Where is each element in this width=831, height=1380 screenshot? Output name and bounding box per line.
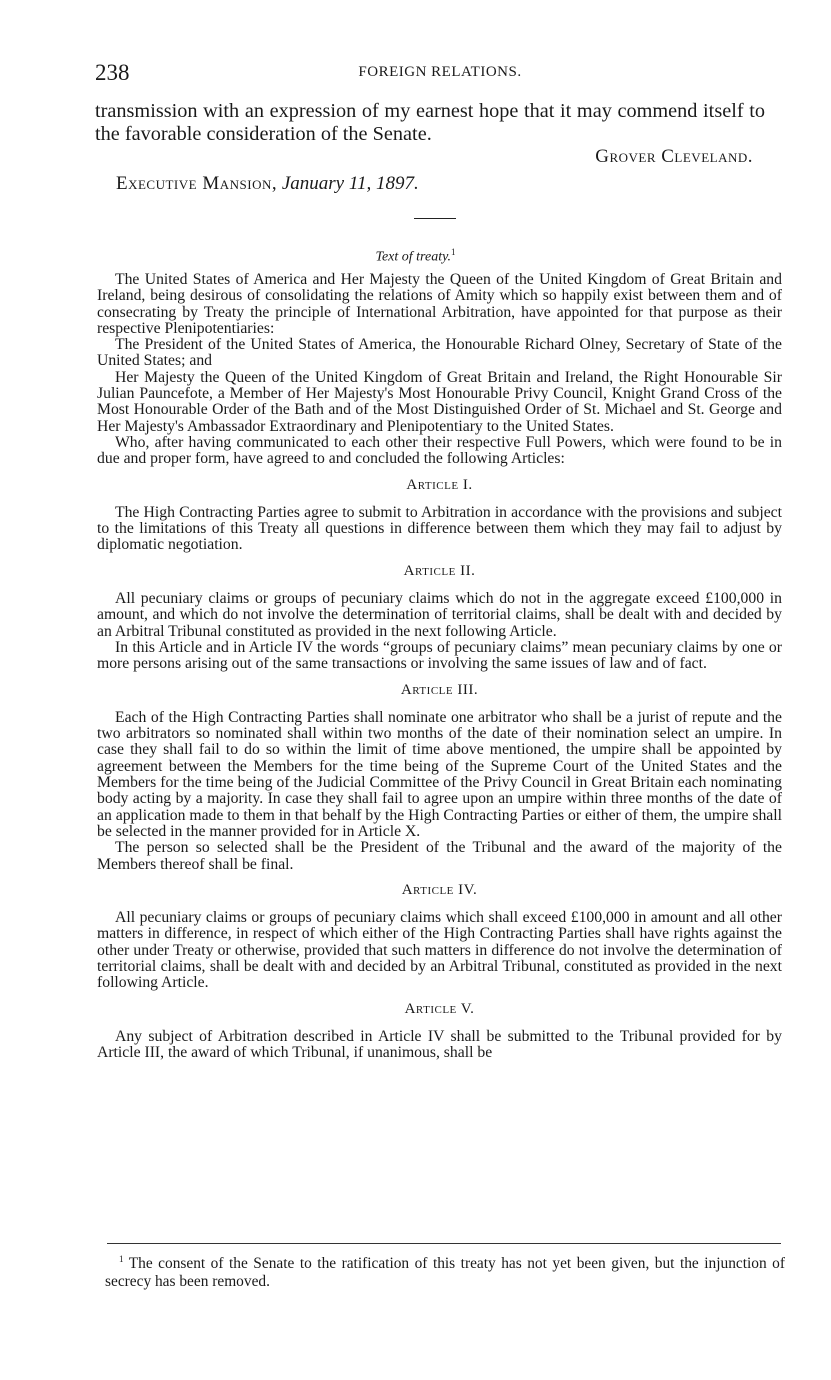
article-title: Article IV. <box>401 881 478 898</box>
signature: Grover Cleveland. <box>595 146 753 167</box>
preamble-paragraph: Who, after having communicated to each other their respective Full Powers, which were found to be in due and proper form, have agreed to and concluded the following Articles: <box>97 433 782 468</box>
treaty-heading <box>0 247 831 266</box>
section-divider <box>414 218 456 219</box>
article-paragraph: In this Article and in Article IV the words “groups of pecuniary claims” mean pecuniary claims by one or more persons arising out of the same transactions or involving the same issues of law and of fact. <box>97 638 782 673</box>
dateline-place: Executive Mansion, <box>116 173 278 194</box>
article-title: Article V. <box>404 1000 475 1017</box>
article-paragraph: All pecuniary claims or groups of pecuniary claims which do not in the aggregate exceed £100,000 in amount, and which do not involve the determination of territorial claims, shall be dealt with and decided by an Arbitral Tribunal constituted as provided in the next following Article. <box>97 590 782 640</box>
treaty-body <box>97 272 782 1061</box>
article-title: Article III. <box>400 681 479 698</box>
dateline <box>116 173 419 195</box>
intro-text <box>95 100 765 146</box>
article-paragraph: Any subject of Arbitration described in Article IV shall be submitted to the Tribunal provided for by Article III, the award of which Tribunal, if unanimous, shall be <box>97 1027 782 1062</box>
article-title: Article II. <box>403 562 476 579</box>
treaty-heading-text: Text of treaty. <box>375 249 452 265</box>
footnote-divider <box>107 1243 781 1244</box>
article-title: Article I. <box>406 476 473 493</box>
article-paragraph: The person so selected shall be the President of the Tribunal and the award of the majority of the Members thereof shall be final. <box>97 839 782 873</box>
footnote-reference: 1 <box>451 247 456 257</box>
dateline-date: January 11, 1897. <box>281 173 419 194</box>
page-number: 238 <box>95 60 130 85</box>
footnote <box>105 1250 785 1291</box>
intro-paragraph: transmission with an expression of my earnest hope that it may commend itself to the favorable consideration of the Senate. <box>95 100 765 145</box>
preamble-paragraph: The United States of America and Her Majesty the Queen of the United Kingdom of Great Britain and Ireland, being desirous of consolidating the relations of Amity which so happily exist between them and of consecrating by Treaty the principle of International Arbitration, have appointed for that purpose as their respective Plenipotentiaries: <box>97 271 782 337</box>
preamble-paragraph: The President of the United States of America, the Honourable Richard Olney, Secretary of State of the United States; and <box>97 336 782 370</box>
article-paragraph: The High Contracting Parties agree to submit to Arbitration in accordance with the provisions and subject to the limitations of this Treaty all questions in difference between them which they may fail to adjust by diplomatic negotiation. <box>97 503 782 554</box>
preamble-paragraph: Her Majesty the Queen of the United Kingdom of Great Britain and Ireland, the Right Honourable Sir Julian Pauncefote, a Member of Her Majesty's Most Honourable Privy Council, Knight Grand Cross of the Most Honourable Order of the Bath and of the Most Distinguished Order of St. Michael and St. George and Her Majesty's Ambassador Extraordinary and Plenipotentiary to the United States. <box>97 368 782 435</box>
page-header <box>95 60 785 86</box>
article-paragraph: All pecuniary claims or groups of pecuniary claims which shall exceed £100,000 in amount and all other matters in difference, in respect of which either of the High Contracting Parties shall have rights against the other under Treaty or otherwise, provided that such matters in difference do not involve the determination of territorial claims, shall be dealt with and decided by an Arbitral Tribunal, constituted as provided in the next following Article. <box>97 909 782 992</box>
running-head: FOREIGN RELATIONS. <box>358 64 522 80</box>
footnote-text: The consent of the Senate to the ratification of this treaty has not yet been given, but the injunction of secrecy has been removed. <box>105 1255 785 1291</box>
article-paragraph: Each of the High Contracting Parties shall nominate one arbitrator who shall be a jurist of repute and the two arbitrators so nominated shall within two months of the date of their nomination select an umpire. In case they shall fail to do so within the limit of time above mentioned, the umpire shall be appointed by agreement between the Members for the time being of the Supreme Court of the United States and the Members for the time being of the Judicial Committee of the Privy Council in Great Britain each nominating body acting by a majority. In case they shall fail to agree upon an umpire within three months of the date of an application made to them in that behalf by the High Contracting Parties or either of them, the umpire shall be selected in the manner provided for in Article X. <box>97 708 782 840</box>
footnote-mark: 1 <box>119 1254 124 1264</box>
